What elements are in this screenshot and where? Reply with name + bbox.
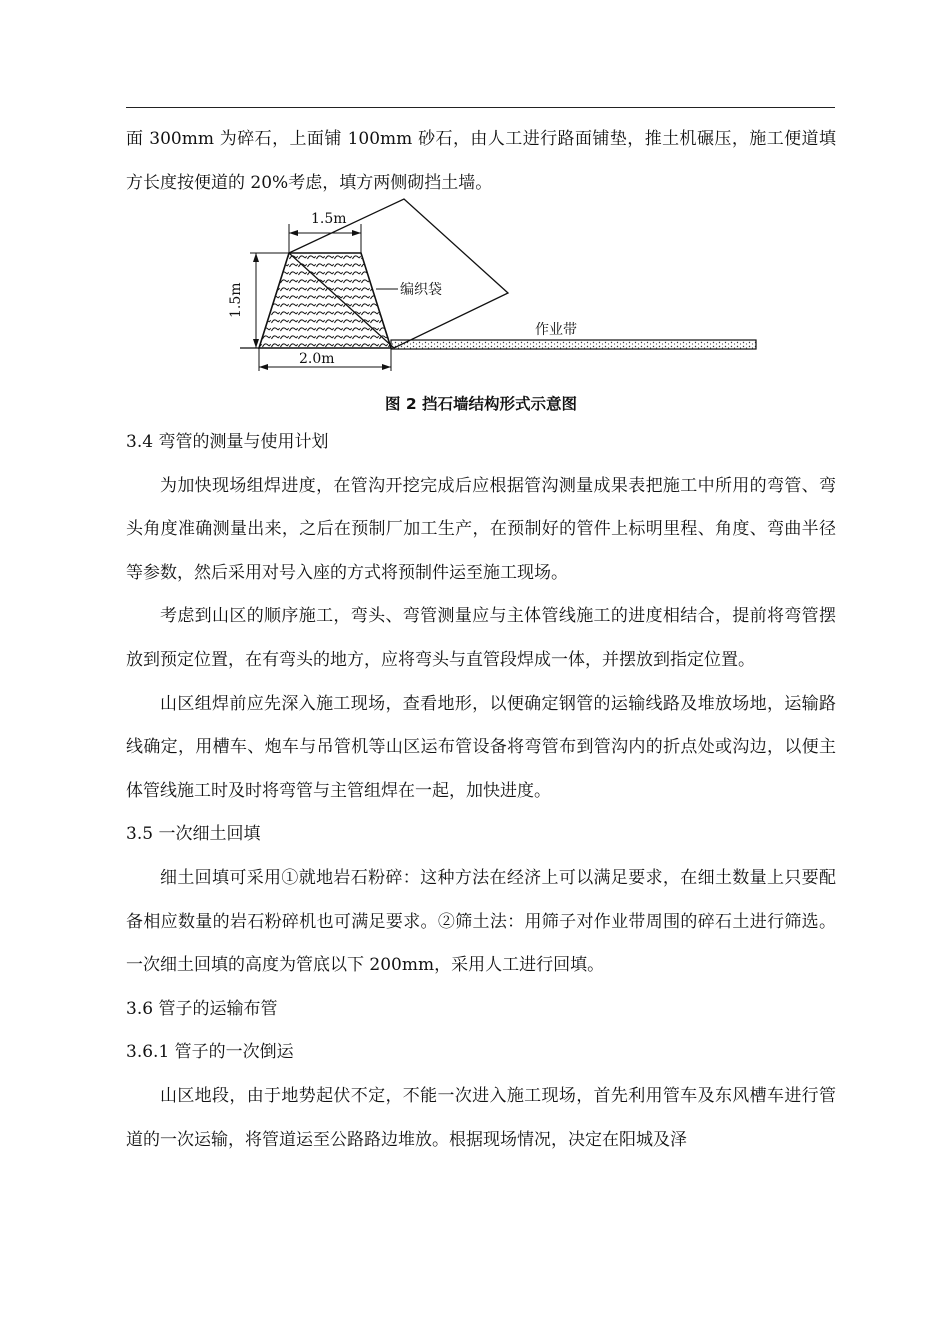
height-dim-arrow-top xyxy=(253,253,259,262)
height-dim-arrow-bottom xyxy=(253,339,259,348)
section-heading: 3.6 管子的运输布管 xyxy=(126,998,278,1019)
figure-caption: 图 2 挡石墙结构形式示意图 xyxy=(384,395,578,413)
paragraph-top: 面 300mm 为碎石，上面铺 100mm 砂石，由人工进行路面铺垫，推土机碾压，施工便道填方长度按便道的 20%考虑，填方两侧砌挡土墙。 xyxy=(126,129,836,193)
height-label: 1.5m xyxy=(228,282,244,318)
section-heading: 3.4 弯管的测量与使用计划 xyxy=(126,432,329,452)
work-strip-label: 作业带 xyxy=(535,322,577,338)
intro-text xyxy=(126,118,836,205)
section-heading: 3.5 一次细土回填 xyxy=(126,824,261,845)
bottom-dim-arrow-right xyxy=(382,364,391,370)
subsection-heading: 3.6.1 管子的一次倒运 xyxy=(126,1042,294,1063)
top-dim-arrow-right xyxy=(352,230,361,236)
section-3-4 xyxy=(126,421,836,1162)
header-rule xyxy=(126,107,835,108)
top-width-label: 1.5m xyxy=(311,211,347,227)
paragraph: 山区地段，由于地势起伏不定，不能一次进入施工现场，首先利用管车及东风槽车进行管道的一次运输，将管道运至公路路边堆放。根据现场情况，决定在阳城及泽 xyxy=(126,1085,836,1150)
bottom-dim-arrow-left xyxy=(259,364,268,370)
retaining-wall-diagram xyxy=(226,197,766,377)
wall-trapezoid xyxy=(259,253,391,348)
retaining-wall-figure xyxy=(226,197,766,377)
bag-label: 编织袋 xyxy=(400,282,442,298)
bottom-width-label: 2.0m xyxy=(299,351,335,367)
paragraph: 山区组焊前应先深入施工现场，查看地形，以便确定钢管的运输线路及堆放场地，运输路线确定，用槽车、炮车与吊管机等山区运布管设备将弯管布到管沟内的折点处或沟边，以便主体管线施工时及时将弯管与主管组焊在一起，加快进度。 xyxy=(126,693,836,801)
paragraph: 为加快现场组焊进度，在管沟开挖完成后应根据管沟测量成果表把施工中所用的弯管、弯头角度准确测量出来，之后在预制厂加工生产，在预制好的管件上标明里程、角度、弯曲半径等参数，然后采用对号入座的方式将预制件运至施工现场。 xyxy=(126,475,836,583)
paragraph: 考虑到山区的顺序施工，弯头、弯管测量应与主体管线施工的进度相结合，提前将弯管摆放到预定位置，在有弯头的地方，应将弯头与直管段焊成一体，并摆放到指定位置。 xyxy=(126,606,836,670)
top-dim-arrow-left xyxy=(289,230,298,236)
paragraph: 细土回填可采用①就地岩石粉碎：这种方法在经济上可以满足要求，在细土数量上只要配备相应数量的岩石粉碎机也可满足要求。②筛土法：用筛子对作业带周围的碎石土进行筛选。一次细土回填的高度为管底以下 200mm，采用人工进行回填。 xyxy=(126,867,836,976)
work-strip xyxy=(391,340,756,349)
